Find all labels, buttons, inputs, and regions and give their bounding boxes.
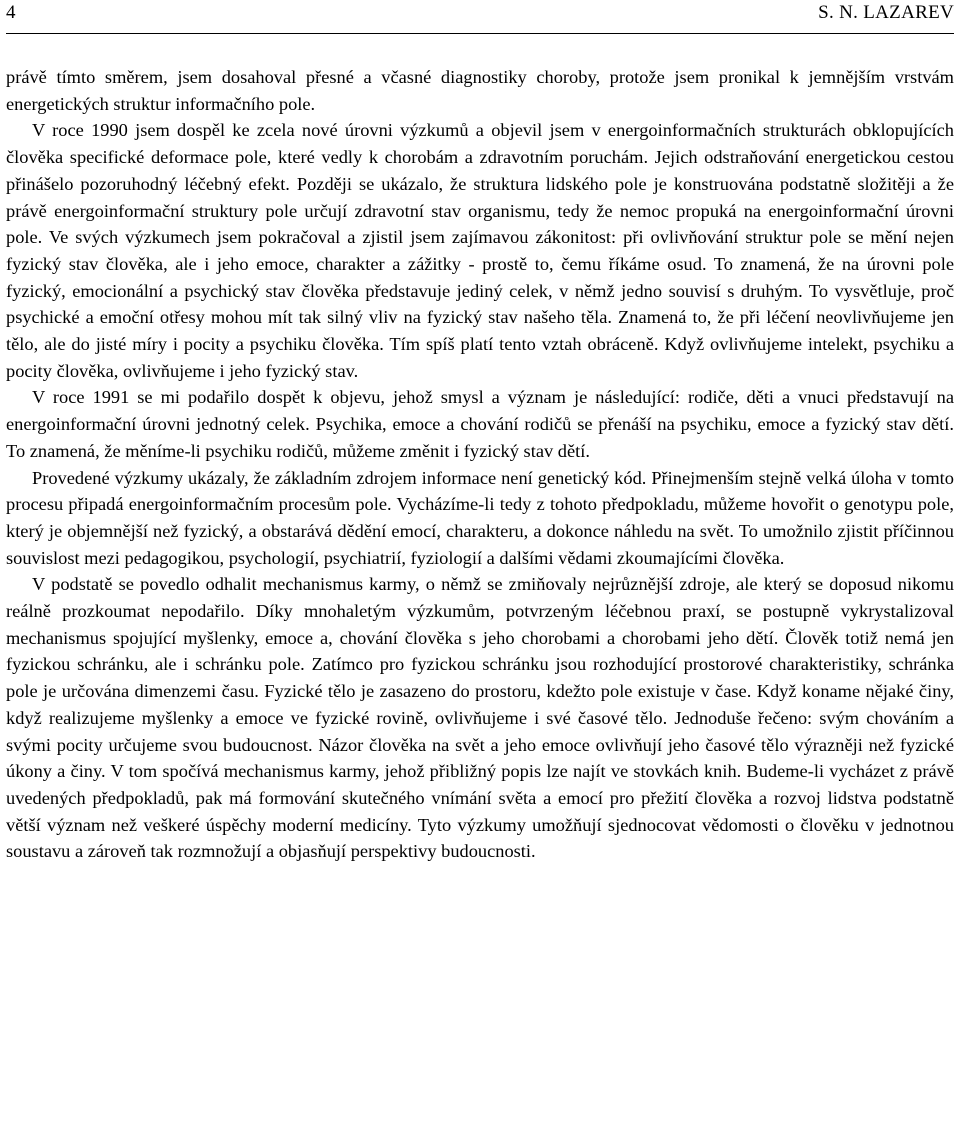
body-text bbox=[6, 64, 954, 865]
running-head-author: S. N. LAZAREV bbox=[818, 2, 954, 23]
paragraph: Provedené výzkumy ukázaly, že základním zdrojem informace není genetický kód. Přinejmenším stejně velká úloha v tomto procesu připadá energoinformačním procesům pole. Vycházíme-li tedy z tohoto předpokladu, můžeme hovořit o genotypu pole, který je objemnější než fyzický, a obstarává dědění emocí, charakteru, a dokonce náhledu na svět. To umožnilo zjistit příčinnou souvislost mezi pedagogikou, psychologií, psychiatrií, fyziologií a dalšími vědami zkoumajícími člověka. bbox=[6, 467, 954, 568]
paragraph: V podstatě se povedlo odhalit mechanismus karmy, o němž se zmiňovaly nejrůznější zdroje, ale který se doposud nikomu reálně prozkoumat nepodařilo. Díky mnohaletým výzkumům, potvrzeným léčebnou praxí, se postupně vykrystalizoval mechanismus spojující myšlenky, emoce a, chování člověka s jeho chorobami a chorobami jeho dětí. Člověk totiž nemá jen fyzickou schránku, ale i schránku pole. Zatímco pro fyzickou schránku jsou rozhodující prostorové charakteristiky, schránka pole je určována dimenzemi času. Fyzické tělo je zasazeno do prostoru, kdežto pole existuje v čase. Když koname nějaké činy, když realizujeme myšlenky a emoce ve fyzické rovině, ovlivňujeme i své časové tělo. Jednoduše řečeno: svým chováním a svými pocity určujeme svou budoucnost. Názor člověka na svět a jeho emoce ovlivňují jeho časové tělo výrazněji než fyzické úkony a činy. V tom spočívá mechanismus karmy, jehož přibližný popis lze najít ve stovkách knih. Budeme-li vycházet z právě uvedených předpokladů, pak má formování skutečného vnímání světa a emocí pro přežití člověka a rozvoj lidstva podstatně větší význam než veškeré úspěchy moderní medicíny. Tyto výzkumy umožňují sjednocovat vědomosti o člověku v jednotnou soustavu a zároveň tak rozmnožují a objasňují perspektivy budoucnosti. bbox=[6, 574, 954, 862]
running-header bbox=[6, 0, 954, 26]
header-rule bbox=[6, 33, 954, 34]
page-number: 4 bbox=[6, 2, 16, 23]
paragraph: V roce 1990 jsem dospěl ke zcela nové úrovni výzkumů a objevil jsem v energoinformačních strukturách obklopujících člověka specifické deformace pole, které vedly k chorobám a zdravotním poruchám. Jejich odstraňování energetickou cestou přinášelo pozoruhodný léčebný efekt. Později se ukázalo, že struktura lidského pole je konstruována podstatně složitěji a že právě energoinformační struktury pole určují zdravotní stav organismu, tedy že nemoc propuká na energoinformační úrovni pole. Ve svých výzkumech jsem pokračoval a zjistil jsem zajímavou zákonitost: při ovlivňování struktur pole se mění nejen fyzický stav člověka, ale i jeho emoce, charakter a zážitky - prostě to, čemu říkáme osud. To znamená, že na úrovni pole fyzický, emocionální a psychický stav člověka představuje jediný celek, v němž jedno souvisí s druhým. To vysvětluje, proč psychické a emoční otřesy mohou mít tak silný vliv na fyzický stav našeho těla. Znamená to, že při léčení neovlivňujeme jen tělo, ale do jisté míry i pocity a psychiku člověka. Tím spíš platí tento vztah obráceně. Když ovlivňujeme intelekt, psychiku a pocity člověka, ovlivňujeme i jeho fyzický stav. bbox=[6, 120, 954, 381]
paragraph: V roce 1991 se mi podařilo dospět k objevu, jehož smysl a význam je následující: rodiče, děti a vnuci představují na energoinformační úrovni jednotný celek. Psychika, emoce a chování rodičů se přenáší na psychiku, emoce a fyzický stav dětí. To znamená, že měníme-li psychiku rodičů, můžeme změnit i fyzický stav dětí. bbox=[6, 387, 954, 461]
paragraph-continued: právě tímto směrem, jsem dosahoval přesné a včasné diagnostiky choroby, protože jsem pronikal k jemnějším vrstvám energetických struktur informačního pole. bbox=[6, 67, 954, 114]
